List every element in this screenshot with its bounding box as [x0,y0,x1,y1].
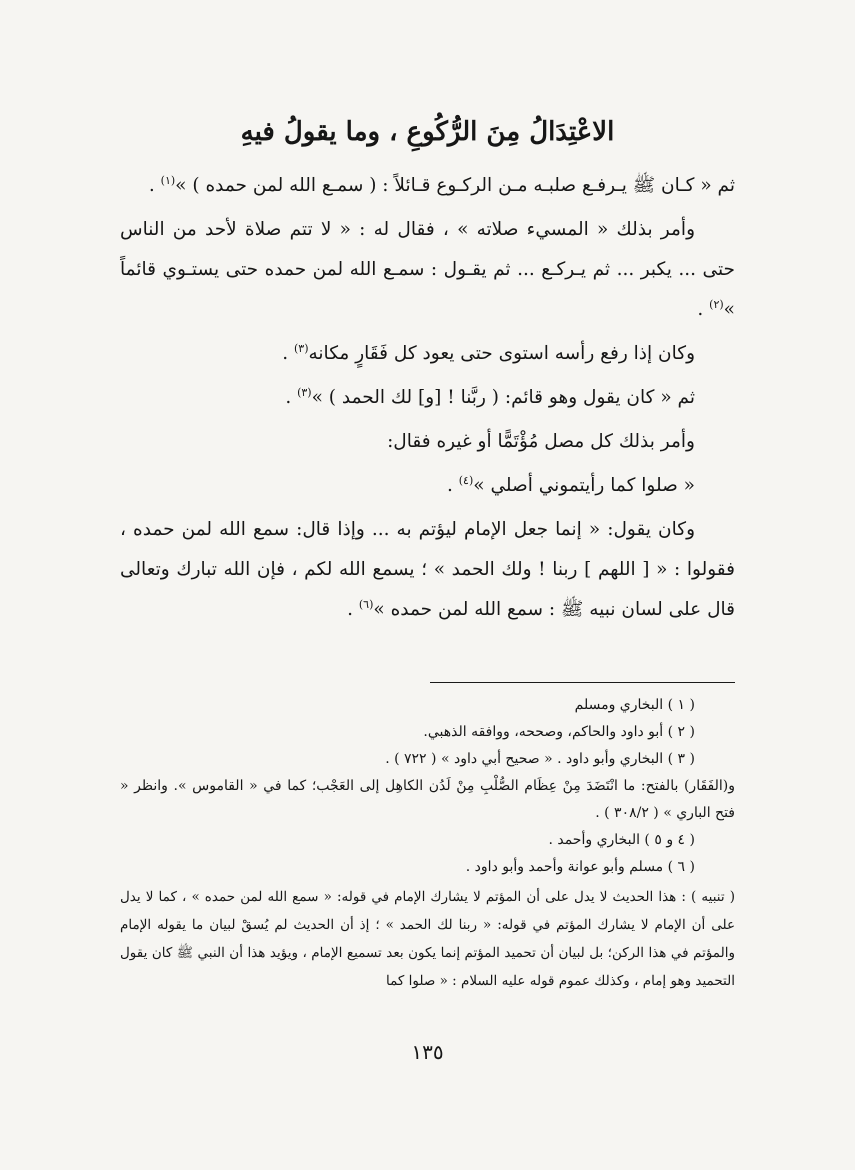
footnote-3: ( ٣ ) البخاري وأبو داود . « صحيح أبي داود » ( ٧٢٢ ) . [385,751,695,767]
paragraph-5 [120,422,735,462]
paragraph-2: وأمر بذلك « المسيء صلاته » ، فقال له : « لا تتم صلاة لأحد من الناس حتى ... يكبر ... ثم يـركـع ... ثم يقـول : سمـع الله لمن حمده حتى يستـوي قائماً »$^{(٢)}$ . [120,219,735,320]
footnote-ref-6: (٦) [358,597,374,611]
footnote-2: ( ٢ ) أبو داود والحاكم، وصححه، ووافقه الذهبي. [423,724,695,740]
page-number: ١٣٥ [411,1040,444,1064]
main-text [120,112,735,634]
paragraph-7: وكان يقول: « إنما جعل الإمام ليؤتم به ... وإذا قال: سمع الله لمن حمده ، فقولوا : « [ اللهم ] ربنا ! ولك الحمد » ؛ يسمع الله لكم ، فإن الله تبارك وتعالى قال على لسان نبيه ﷺ : سمع الله لمن حمده »$^{(٦)}$ . [120,519,735,620]
paragraph-1: ثم « كـان ﷺ يـرفـع صلبـه مـن الركـوع قـائلاً : ( سمـع الله لمن حمده ) »$^{(١)}$ . [148,173,735,196]
footnote-ref-1: (١) [160,173,176,187]
footnote-ref-2: (٢) [709,297,724,311]
footnote-ref-4: (٤) [458,473,474,487]
paragraph-2-text: وأمر بذلك « المسيء صلاته » ، فقال له : « لا تتم صلاة لأحد من الناس حتى ... يكبر ... ثم يـركـع ... ثم يقـول : سمـع الله لمن حمده حتى يستـوي قائماً » [120,219,735,320]
footnote-ref-3b: (٣) [297,385,312,399]
footnote-1: ( ١ ) البخاري ومسلم [574,697,695,713]
footnote-6: ( ٦ ) مسلم وأبو عوانة وأحمد وأبو داود . [465,859,695,875]
paragraph-4: ثم « كان يقول وهو قائم: ( ربَّنا ! [و] لك الحمد ) »$^{(٣)}$ . [285,385,695,408]
warning-note: ( تنبيه ) : هذا الحديث لا يدل على أن المؤتم لا يشارك الإمام في قوله: « سمع الله لمن حمده » ، كما لا يدل على أن الإمام لا يشارك المؤتم في قوله: « ربنا لك الحمد » ؛ إذ أن الحديث لم يُسقْ لبيان ما يقوله الإمام والمؤتم في هذا الركن؛ بل لبيان أن تحميد المؤتم إنما يكون بعد تسميع الإمام ، ويؤيد هذا أن النبي ﷺ كان يقول التحميد وهو إمام ، وكذلك عموم قوله عليه السلام : « صلوا كما [120,889,735,989]
paragraph-5-text: وأمر بذلك كل مصل مُؤْتَمًّا أو غيره فقال: [387,431,695,452]
paragraph-1-text: ثم « كـان ﷺ يـرفـع صلبـه مـن الركـوع قـائلاً : ( سمـع الله لمن حمده ) » [175,175,735,196]
footnote-3-definition: و(الفَقَار) بالفتح: ما انْتَضَدَ مِنْ عِظَام الصُّلْبِ مِنْ لَدُن الكاهِل إلى العَجْب؛ كما في « القاموس ». وانظر « فتح الباري » ( ٣٠٨/٢ ) . [120,778,735,821]
footnotes [120,692,735,1009]
paragraph-3: وكان إذا رفع رأسه استوى حتى يعود كل فَقَارٍ مكانه$^{(٣)}$ . [282,341,695,364]
page-title: الاعْتِدَالُ مِنَ الرُّكُوعِ ، وما يقولُ فيهِ [240,117,615,147]
paragraph-6-text: « صلوا كما رأيتموني أصلي » [473,475,695,496]
footnote-divider [430,682,735,683]
paragraph-3-text: وكان إذا رفع رأسه استوى حتى يعود كل فَقَارٍ مكانه [308,343,695,364]
footnote-4-5: ( ٤ و ٥ ) البخاري وأحمد . [548,832,695,848]
paragraph-7-text: وكان يقول: « إنما جعل الإمام ليؤتم به ... وإذا قال: سمع الله لمن حمده ، فقولوا : « [ اللهم ] ربنا ! ولك الحمد » ؛ يسمع الله لكم ، فإن الله تبارك وتعالى قال على لسان نبيه ﷺ : سمع الله لمن حمده » [120,519,735,620]
paragraph-6: « صلوا كما رأيتموني أصلي »$^{(٤)}$ . [446,473,695,496]
footnote-ref-3: (٣) [293,341,309,355]
paragraph-4-text: ثم « كان يقول وهو قائم: ( ربَّنا ! [و] لك الحمد ) » [311,387,695,408]
